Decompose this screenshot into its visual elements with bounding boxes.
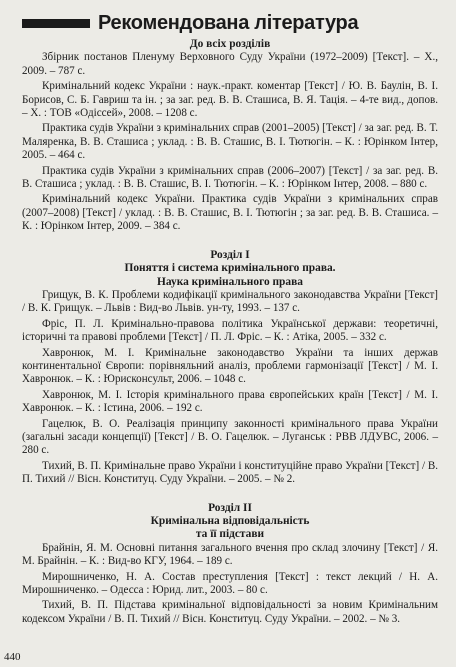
bibliography-entry: Грищук, В. К. Проблеми кодифікації кримінального законодавства України [Текст] / В. К. Грищук. – Львів : Вид-во Львів. ун-ту, 1993. – 137 с. bbox=[22, 288, 438, 315]
section-heading-line: Поняття і система кримінального права. bbox=[124, 262, 336, 275]
page-header bbox=[22, 8, 438, 38]
section-heading-line: Наука кримінального права bbox=[157, 275, 303, 288]
bibliography-entry: Брайнін, Я. М. Основні питання загального вчення про склад злочину [Текст] / Я. М. Брайнін. – К. : Вид-во КГУ, 1964. – 189 с. bbox=[22, 541, 438, 568]
page-number: 440 bbox=[4, 651, 21, 663]
bibliography-entry: Тихий, В. П. Кримінальне право України і конституційне право України [Текст] / В. П. Тихий // Вісн. Конституц. Суду України. – 2005. – № 2. bbox=[22, 459, 438, 486]
bibliography-entry: Гацелюк, В. О. Реалізація принципу законності кримінального права України (загальні засади концепції) [Текст] / В. О. Гацелюк. – Луганськ : РВВ ЛДУВС, 2006. – 280 с. bbox=[22, 417, 438, 457]
bibliography-entry: Збірник постанов Пленуму Верховного Суду України (1972–2009) [Текст]. – Х., 2009. – 787 с. bbox=[22, 51, 438, 77]
section-heading-line: Кримінальна відповідальність bbox=[150, 515, 310, 527]
bibliography-entry: Хавронюк, М. І. Історія кримінального права європейських країн [Текст] / М. І. Хавронюк. – К. : Істина, 2006. – 192 с. bbox=[22, 388, 438, 415]
bibliography-entry: Практика судів України з кримінальних справ (2006–2007) [Текст] / за заг. ред. В. В. Сташиса ; уклад. : В. В. Сташис, В. І. Тютюгін. – К. : Юрінком Інтер, 2008. – 880 с. bbox=[22, 164, 438, 191]
bibliography-entry: Мирошниченко, Н. А. Состав преступления [Текст] : текст лекций / Н. А. Мирошниченко. – Одесса : Юрид. лит., 2003. – 80 с. bbox=[22, 570, 438, 597]
section-heading-chapter-2 bbox=[22, 502, 438, 542]
section-heading-line: Розділ І bbox=[210, 248, 250, 261]
section-heading-general bbox=[22, 38, 438, 51]
bibliography-entry: Хавронюк, М. І. Кримінальне законодавство України та інших держав континентальної Європи: порівняльний аналіз, проблеми гармонізації [Текст] / М. І. Хавронюк. – К. : Юрисконсульт, 2006. – 1048 с. bbox=[22, 346, 438, 386]
section-heading-chapter-1 bbox=[22, 249, 438, 289]
bibliography-entry: Кримінальний кодекс України : наук.-практ. коментар [Текст] / Ю. В. Баулін, В. І. Борисов, С. Б. Гавриш та ін. ; за заг. ред. В. В. Сташиса, В. Я. Тація. – 4-те вид., допов. – Х. : ТОВ «Одіссей», 2008. – 1208 с. bbox=[22, 80, 438, 120]
section-heading-line: До всіх розділів bbox=[189, 38, 271, 50]
header-bar bbox=[22, 19, 90, 28]
page-title: Рекомендована література bbox=[98, 11, 359, 34]
bibliography-entry: Практика судів України з кримінальних справ (2001–2005) [Текст] / за заг. ред. В. Т. Маляренка, В. В. Сташиса ; уклад. : В. В. Сташис, В. І. Тютюгін. – К. : Юрінком Інтер, 2005. – 464 с. bbox=[22, 122, 438, 162]
bibliography-entry: Кримінальний кодекс України. Практика судів України з кримінальних справ (2007–2008) [Текст] / уклад. : В. В. Сташис, В. І. Тютюгін ; за заг. ред. В. В. Сташиса. – К. : Юрінком Інтер, 2009. – 384 с. bbox=[22, 193, 438, 233]
bibliography-entry: Тихий, В. П. Підстава кримінальної відповідальності за новим Кримінальним кодексом України / В. П. Тихий // Вісн. Конституц. Суду України. – 2002. – № 3. bbox=[22, 599, 438, 625]
bibliography-entry: Фріс, П. Л. Кримінально-правова політика Української держави: теоретичні, історичні та правові проблеми [Текст] / П. Л. Фріс. – К. : Атіка, 2005. – 332 с. bbox=[22, 317, 438, 344]
section-heading-line: та її підстави bbox=[195, 528, 265, 541]
section-heading-line: Розділ ІІ bbox=[208, 501, 252, 514]
